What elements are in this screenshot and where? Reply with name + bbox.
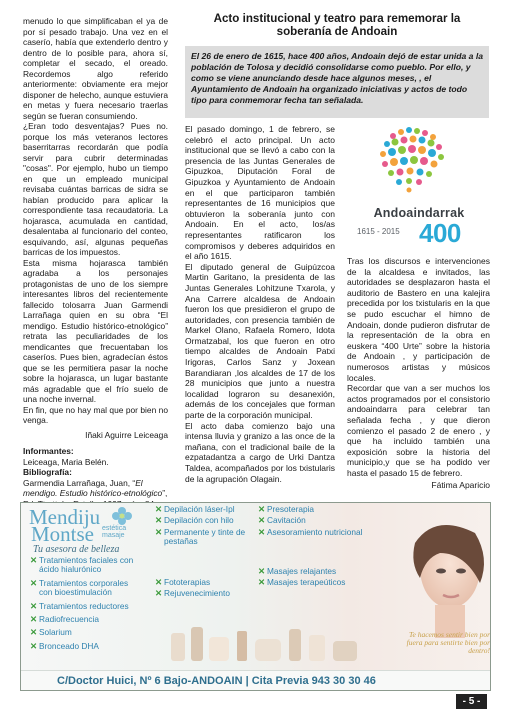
service-item: ✕ Asesoramiento nutricional [258, 526, 363, 537]
article-title: Acto institucional y teatro para rememorar la soberanía de Andoain [213, 12, 461, 38]
cross-bullet-icon: ✕ [30, 600, 37, 611]
flower-icon [107, 505, 137, 527]
ad-slogan: Te hacemos sentir bien por fuera para sentirte bien por dentro! [406, 630, 490, 655]
logo-number: 400 [419, 218, 461, 248]
cross-bullet-icon: ✕ [258, 526, 265, 537]
service-item: ✕ Presoterapia [258, 504, 315, 514]
ad-address: C/Doctor Huici, Nº 6 Bajo-ANDOAIN | Cita Previa 943 30 30 46 [57, 675, 376, 687]
left-paragraph: Esta misma hojarasca también agradaba a los personajes protagonistas de uno de los siempre interesantes libros del recientemente fallecido tolosarra Juan Garmendi Larrañaga quien en su obra “El mendigo. Estudio histórico-etnológico” retrata las peculiaridades de los mendicantes que frecuentaban los caseríos. Pues bien, agradecían éstos que se les permitiera pasar la noche sobre la hojarasca, un lugar bastante más agradable que el frío suelo de una noche invernal. [23, 257, 168, 404]
cross-bullet-icon: ✕ [30, 614, 37, 625]
service-item: ✕ Radiofrecuencia [30, 614, 99, 625]
service-item: ✕ Permanente y tinte de pestañas [155, 526, 246, 547]
cross-bullet-icon: ✕ [30, 577, 37, 588]
service-item: ✕ Solarium [30, 627, 72, 638]
left-paragraph: menudo lo que simplificaban el ya de por sí pesado trabajo. Una vez en el caserío, había que extenderlo dentro y dentro de lo posible para, ahora sí, completar el secado, el oreado. Recordemos algo referido anteriormente: obviamente era mejor disponer de helecho, aunque estuviera en metas y fuera necesario traerlas según se fueran consumiendo. [23, 16, 168, 121]
article-paragraph: El acto daba comienzo bajo una intensa lluvia y granizo a las once de la mañana, con el tradicional baile de la ezpatadantza a cargo de Urki Dantza Taldea, acompañados por los txistularis de la agrupación Olagain. [185, 420, 335, 484]
service-item: ✕ Fototerapias [155, 577, 211, 587]
service-item: ✕ Masajes terapeúticos [258, 577, 346, 588]
product-bottles-image [161, 623, 391, 663]
informants-label: Informantes: [23, 446, 74, 456]
ad-footer [21, 670, 491, 691]
ad-brand-sub: estética masaje [102, 525, 127, 539]
logo-years: 1615 - 2015 [357, 227, 400, 236]
service-item: ✕ Tratamientos corporales con bioestimulación [30, 577, 129, 598]
cross-bullet-icon: ✕ [258, 504, 265, 514]
service-item: ✕ Cavitación [258, 515, 306, 526]
logo-brand: Andoaindarrak [373, 206, 465, 220]
woman-portrait-image [395, 513, 491, 638]
article-paragraph: El diputado general de Guipúzcoa Martin Garitano, la presidenta de las Juntas Generales Lohitzune Txarola, y Ana Carrere alcaldesa de Andoain fueron los que presidieron el grupo de autoridades, con presencia también de Markel Olano, Rafaela Romero, Idota Ormatzabal, los que fueron en otro tiempo alcaldes de Andoain Patxi Irigoras, Carlos Sanz y Joxean Barandiaran ,los alcaldes de 17 de los 28 municipios que junto a nuestra localidad lograron su desanexión, además de los concejales que forman parte de la corporación municipal. [185, 261, 335, 421]
article-paragraph: El pasado domingo, 1 de febrero, se celebró el acto principal. Un acto institucional que se llevó a cabo con la presencia de las Juntas Generales de Gipuzkoa, Diputación Foral de Gipuzkoa y Ayuntamiento de Andoain en el que participaron también representantes de 16 municipios que obtuvieron la soberanía junto con Andoain. En el acto, los/as representantes ratificaron los compromisos y deberes adquiridos en el año 1615. [185, 124, 335, 262]
cross-bullet-icon: ✕ [155, 526, 162, 537]
services-list-left [30, 556, 142, 655]
service-item: ✕ Rejuvenecimiento [155, 588, 230, 599]
informants: Leiceaga, Maria Belén. [23, 456, 109, 467]
ad-tagline: Tu asesora de belleza [33, 544, 120, 555]
services-list-mid4 [258, 567, 378, 590]
service-item: ✕ Bronceado DHA [30, 640, 99, 651]
cross-bullet-icon: ✕ [155, 588, 162, 599]
cross-bullet-icon: ✕ [30, 640, 37, 651]
left-paragraph: En fin, que no hay mal que por bien no venga. [23, 404, 168, 425]
andoaindarrak-logo [349, 122, 489, 250]
ad-brand-line2: Montse [31, 522, 94, 546]
bibliography-text: Garmendia Larrañaga, Juan, “El mendigo. Estudio histórico-etnológico”, [23, 477, 168, 498]
page-number: - 5 - [456, 694, 487, 709]
cross-bullet-icon: ✕ [30, 627, 37, 638]
services-list-mid2 [155, 578, 265, 601]
cross-bullet-icon: ✕ [155, 577, 162, 587]
services-list-mid3 [258, 505, 378, 539]
service-item: ✕ Tratamientos reductores [30, 600, 129, 611]
cross-bullet-icon: ✕ [155, 504, 162, 514]
article-signature: Fátima Aparicio [431, 480, 490, 491]
article-paragraph: Tras los discursos e intervenciones de la alcaldesa e invitados, las autoridades se desplazaron hasta el auditorio de Bastero en una kalejira precedida por los txistularis en la que se pudo escuchar el himno de Andoain, donde pudieron disfrutar de la representación de la obra en euskera “400 Urte” sobre la historia de Andoain , y participación de numerosos artistas y músicos locales. [347, 256, 490, 383]
cross-bullet-icon: ✕ [258, 515, 265, 526]
references [23, 446, 168, 509]
article-column-2 [347, 256, 490, 491]
left-column [23, 16, 168, 509]
cross-bullet-icon: ✕ [155, 515, 162, 526]
service-item: ✕ Tratamientos faciales con ácido hialurónico [30, 555, 134, 575]
services-list-mid1 [155, 505, 265, 549]
service-item: ✕ Depilación láser-Ipl [155, 504, 235, 514]
article-column-1 [185, 124, 335, 484]
article-paragraph: Recordar que van a ser muchos los actos programados por el consistorio andoaindarra para celebrar tan señalada fecha , y que dieron comienzo el pasado 2 de enero , y que ha incluido también una exposición sobre la historia del municipio,y que se ha podido ver hasta el pasado 15 de febrero. [347, 383, 490, 478]
beauty-advertisement [20, 502, 491, 691]
article-lead: El 26 de enero de 1615, hace 400 años, Andoain dejó de estar unida a la población de Tolosa y decidió consolidarse como pueblo. Por ello, y como se viene anunciando desde hace algunos meses, , el Ayuntamiento de Andoain ha organizado iniciativas y actos de todo tipo para conmemorar fecha tan señalada. [185, 46, 489, 118]
bibliography-label: Bibliografía: [23, 467, 72, 477]
left-paragraph: ¿Eran todo desventajas? Pues no. porque los más veteranos lectores baserritarras recordarán que podía servir para cubrir determinadas "cosas". Por ejemplo, hubo un tiempo en que un empleado municipal revisaba cuántas barricas de sidra se habían producido para aplicar la correspondiente tasa recaudatoria. La hojarasca, acumulada en cantidad, desalentaba al funcionario del conteo, esquivando, así, algunas pequeñas barricas de los impuestos. [23, 121, 168, 257]
cross-bullet-icon: ✕ [258, 566, 265, 576]
left-signature: Iñaki Aguirre Leiceaga [85, 429, 168, 440]
ad-brand-line1: Mendiju [29, 505, 101, 529]
service-item: ✕ Depilación con hilo [155, 515, 234, 526]
cross-bullet-icon: ✕ [258, 577, 265, 588]
dots-graphic [349, 122, 489, 212]
cross-bullet-icon: ✕ [30, 555, 37, 565]
service-item: ✕ Masajes relajantes [258, 566, 337, 576]
